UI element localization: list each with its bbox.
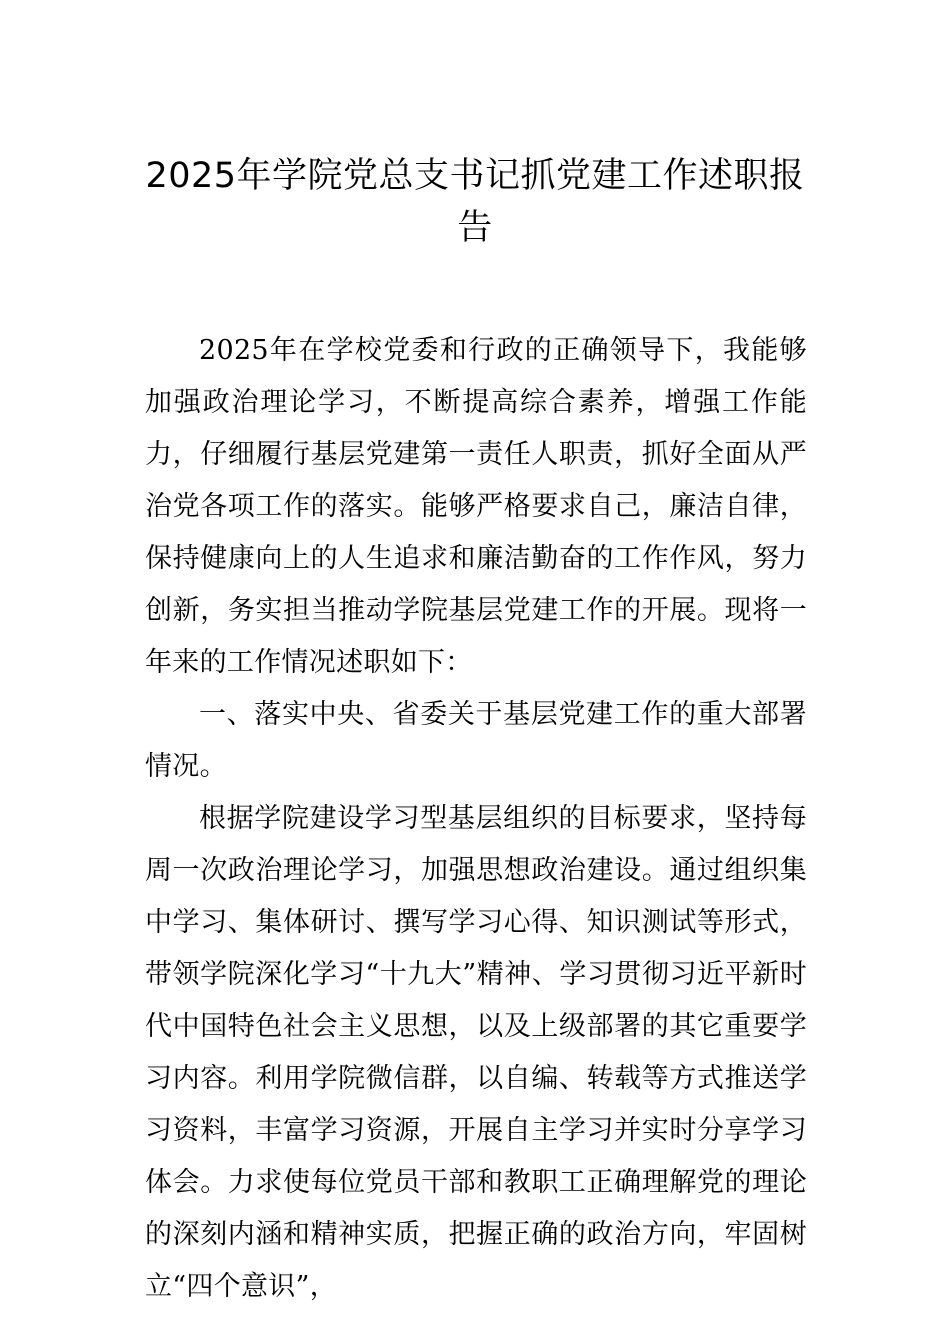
paragraph-study: 根据学院建设学习型基层组织的目标要求，坚持每周一次政治理论学习，加强思想政治建设。通过组织集中学习、集体研讨、撰写学习心得、知识测试等形式，带领学院深化学习“十九大”精神、学习贯彻习近平新时代中国特色社会主义思想，以及上级部署的其它重要学习内容。利用学院微信群，以自编、转载等方式推送学习资料，丰富学习资源，开展自主学习并实时分享学习体会。力求使每位党员干部和教职工正确理解党的理论的深刻内涵和精神实质，把握正确的政治方向，牢固树立“四个意识”，: [145, 803, 807, 1302]
section-heading-1: 一、落实中央、省委关于基层党建工作的重大部署情况。: [145, 699, 807, 782]
document-body: [145, 325, 807, 1313]
paragraph-intro: 2025年在学校党委和行政的正确领导下，我能够加强政治理论学习，不断提高综合素养，增强工作能力，仔细履行基层党建第一责任人职责，抓好全面从严治党各项工作的落实。能够严格要求自己，廉洁自律，保持健康向上的人生追求和廉洁勤奋的工作作风，努力创新，务实担当推动学院基层党建工作的开展。现将一年来的工作情况述职如下：: [145, 335, 807, 678]
document-title: 2025年学院党总支书记抓党建工作述职报告: [145, 156, 805, 248]
